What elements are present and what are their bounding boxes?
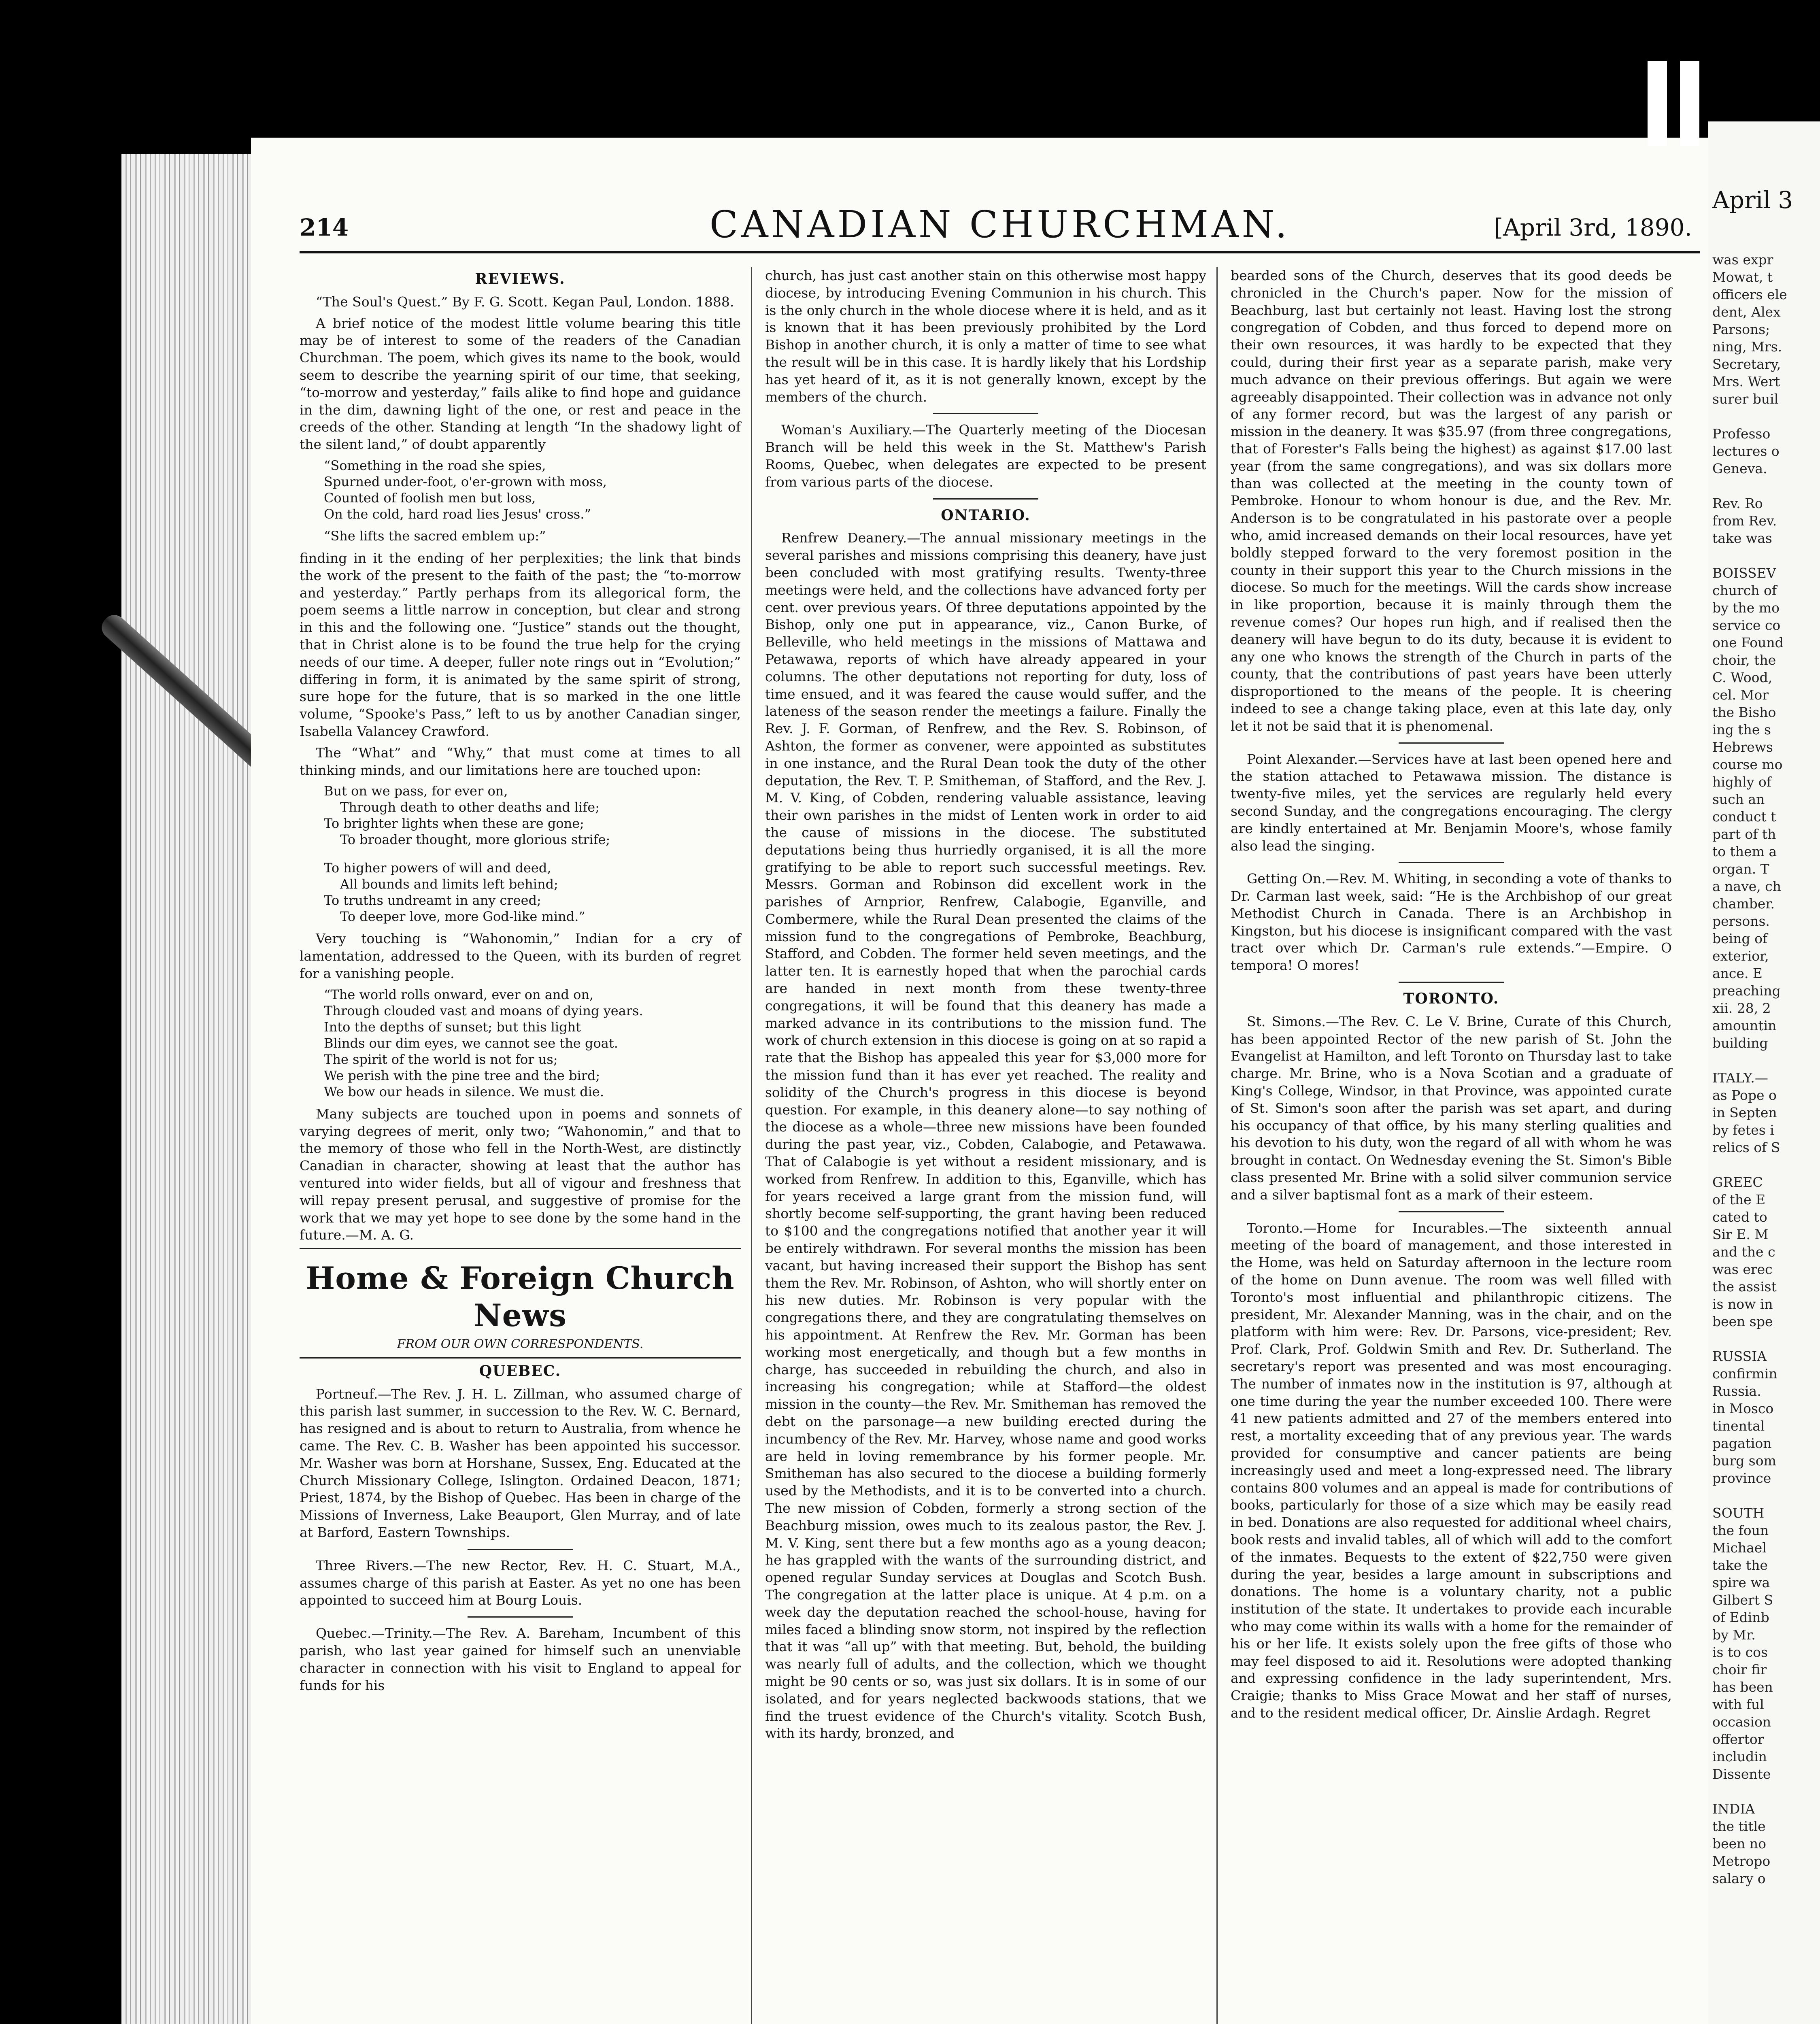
facing-page-line [1712,408,1820,425]
facing-page-line: conduct t [1712,809,1776,825]
verse-line: Through death to other deaths and life; [340,799,600,815]
news-paragraph: Quebec.—Trinity.—The Rev. A. Bareham, Incumbent of this parish, who last year gained for himself such an unenviable character in connection with his visit to England to appeal for funds for his [300,1625,741,1693]
facing-page-line [1712,1783,1820,1800]
facing-page-line: tinental [1712,1418,1765,1434]
verse-line: To broader thought, more glorious strife; [340,832,610,848]
section-rule [300,1357,741,1359]
facing-page-line: highly of [1712,774,1771,790]
registration-bar [1680,61,1699,146]
review-paragraph: Very touching is “Wahonomin,” Indian for a cry of lamentation, addressed to the Queen, with its burden of regret for a vanishing people. [300,931,741,981]
facing-page-line: from Rev. [1712,513,1777,529]
verse-line: “Something in the road she spies, [324,457,546,473]
column-3 [1231,267,1672,1726]
facing-page-line: ance. E [1712,965,1763,981]
newspaper-page [251,138,1708,2024]
facing-page-line: the Bisho [1712,704,1776,720]
facing-page-line: Professo [1712,426,1771,442]
facing-page-line [1712,1330,1820,1348]
facing-page-line: has been [1712,1679,1773,1695]
verse-line: Spurned under-foot, o'er-grown with moss, [324,474,607,489]
facing-page-line: pagation [1712,1435,1772,1451]
facing-page-line [1712,547,1820,564]
paragraph-rule [468,1549,573,1550]
news-paragraph: Point Alexander.—Services have at last been opened here and the station attached to Petawawa mission. The distance is twenty-five miles, yet the services are regularly held every second Sunday, and the congregations encouraging. The clergy are kindly entertained at Mr. Benjamin Moore's, whose family also lead the singing. [1231,751,1672,854]
facing-page-line: dent, Alex [1712,304,1781,320]
quebec-heading: QUEBEC. [479,1362,561,1380]
page-number: 214 [300,214,349,241]
review-paragraph: A brief notice of the modest little volume bearing this title may be of interest to some of the readers of the Canadian Churchman. The poem, which gives its name to the book, would seem to describe the yearning spirit of our time, that seeking, “to-morrow and yesterday,” fails alike to find hope and guidance in the dim, dawning light of the one, or rest and peace in the creeds of the other. Standing at length “In the shadowy light of the silent land,” of doubt apparently [300,315,741,453]
section-rule [300,1248,741,1249]
toronto-heading: TORONTO. [1403,990,1499,1008]
facing-page-line: was erec [1712,1261,1773,1277]
verse-line: Counted of foolish men but loss, [324,490,536,506]
facing-page-line: preaching [1712,983,1781,999]
column-separator [1216,267,1218,2024]
facing-page-line: relics of S [1712,1140,1780,1155]
facing-page-line: take was [1712,530,1772,546]
facing-page-line: choir, the [1712,652,1776,668]
news-section-subtitle: FROM OUR OWN CORRESPONDENTS. [397,1337,644,1352]
facing-page-line: take the [1712,1557,1768,1573]
facing-page-line: Mrs. Wert [1712,374,1780,389]
facing-page-line: with ful [1712,1697,1764,1712]
news-paragraph: Portneuf.—The Rev. J. H. L. Zillman, who assumed charge of this parish last summer, in succession to the Rev. W. C. Bernard, has resigned and is about to return to Australia, from whence he came. The Rev. C. B. Washer has been appointed his successor. Mr. Washer was born at Horshane, Sussex, Eng. Educated at the Church Missionary College, Islington. Ordained Deacon, 1871; Priest, 1874, by the Bishop of Quebec. Has been in charge of the Missions of Inverness, Lake Beauport, Glen Murray, and of late at Barford, Eastern Townships. [300,1386,741,1541]
facing-page-line: RUSSIA [1712,1348,1767,1364]
ontario-heading: ONTARIO. [941,506,1031,524]
facing-page-line: province [1712,1470,1771,1486]
facing-page-line: Metropo [1712,1853,1771,1869]
news-paragraph: Three Rivers.—The new Rector, Rev. H. C. Stuart, M.A., assumes charge of this parish at Easter. As yet no one has been appointed to succeed him at Bourg Louis. [300,1557,741,1608]
facing-page-line: of the E [1712,1192,1766,1208]
facing-page-line: BOISSEV [1712,565,1776,581]
facing-page-line: spire wa [1712,1575,1770,1590]
facing-page-line: to them a [1712,844,1777,859]
facing-page-line: burg som [1712,1453,1776,1469]
facing-page-line: officers ele [1712,287,1787,302]
column-2 [765,267,1206,1746]
facing-page-line: being of [1712,931,1768,946]
verse-line: To higher powers of will and deed, [324,860,551,876]
facing-page-line: in Mosco [1712,1401,1774,1416]
facing-page-line: lectures o [1712,443,1780,459]
paragraph-rule [1399,982,1504,983]
facing-page-line: Russia. [1712,1383,1761,1399]
facing-page-line: Geneva. [1712,461,1767,476]
facing-page-line: part of th [1712,826,1776,842]
registration-bar [1648,61,1667,146]
verse-block [324,457,741,522]
facing-page-line: as Pope o [1712,1087,1777,1103]
facing-page-line: Rev. Ro [1712,495,1763,511]
verse-line: To brighter lights when these are gone; [324,816,584,831]
facing-page-line: one Found [1712,635,1784,651]
review-paragraph: The “What” and “Why,” that must come at times to all thinking minds, and our limitations here are touched upon: [300,744,741,778]
paragraph-rule [1399,862,1504,863]
reviews-heading: REVIEWS. [475,270,566,287]
news-paragraph: Woman's Auxiliary.—The Quarterly meeting of the Diocesan Branch will be held this week in the St. Matthew's Parish Rooms, Quebec, when delegates are expected to be present from various parts of the diocese. [765,422,1206,490]
paragraph-rule [1399,1211,1504,1212]
facing-page-line: Dissente [1712,1766,1771,1782]
verse-gap [324,848,741,860]
news-paragraph: church, has just cast another stain on this otherwise most happy diocese, by introducing Evening Communion in his church. This is the only church in the whole diocese where it is held, and as it is known that it has been previously prohibited by the Lord Bishop in another church, it is only a matter of time to see what the result will be in this case. It is hardly likely that his Lordship has yet heard of it, as it is not generally known, except by the members of the church. [765,268,1206,405]
facing-page-line: Hebrews [1712,739,1773,755]
facing-page-line: such an [1712,791,1765,807]
facing-page-line: of Edinb [1712,1609,1769,1625]
facing-page-line: by the mo [1712,600,1780,616]
verse-block [324,986,741,1100]
paragraph-rule [468,1616,573,1618]
news-paragraph: bearded sons of the Church, deserves that its good deeds be chronicled in the Church's paper. Now for the mission of Beachburg, last but certainly not least. Having lost the strong congregation of Cobden, and thus forced to depend more on their own resources, it was hardly to be expected that they could, during their first year as a separate parish, make very much advance on their previous offerings. But again we were agreeably disappointed. Their collection was in advance not only of any former record, but was the largest of any parish or mission in the deanery. It was $35.97 (from three congregations, that of Forester's Falls being the highest) as against $17.00 last year (from the same congregations), and was six dollars more than was collected at the meeting in the county town of Pembroke. Honour to whom honour is due, and the Rev. Mr. Anderson is to be congratulated in his pastorate over a people who, amid increased demands on their local resources, have yet boldly stepped forward to the very foremost position in the county in their support this year to the Church missions in the diocese. So much for the meetings. Will the cards show increase in like proportion, because it is mainly through them the revenue comes? Our hopes run high, and if realised then the deanery will have begun to do its duty, because it is evident to any one who knows the strength of the Church in parts of the county, that the contributions of past years have been utterly disproportioned to the means of the people. It is cheering indeed to see a change taking place, even at this late day, only let it not be said that it is phenomenal. [1231,268,1672,734]
review-intro: “The Soul's Quest.” By F. G. Scott. Kegan Paul, London. 1888. [316,293,734,310]
facing-page-line: is now in [1712,1296,1773,1312]
paragraph-rule [933,413,1038,414]
verse-line: The spirit of the world is not for us; [324,1051,558,1067]
book-page-edges [121,154,259,2024]
facing-page-line: xii. 28, 2 [1712,1000,1771,1016]
facing-page-line: INDIA [1712,1801,1755,1817]
facing-page-line: salary o [1712,1871,1766,1886]
facing-page-header: April 3 [1712,186,1793,214]
facing-page-line: been no [1712,1836,1767,1852]
facing-page-line: GREEC [1712,1174,1763,1190]
facing-page-line: ITALY.— [1712,1070,1768,1086]
facing-page-line: amountin [1712,1018,1777,1033]
facing-page-line: Parsons; [1712,321,1770,337]
facing-page-line: chamber. [1712,896,1775,912]
issue-date: [April 3rd, 1890. [1494,214,1692,241]
facing-page-line: been spe [1712,1314,1773,1329]
facing-page-line: persons. [1712,913,1770,929]
journal-title: CANADIAN CHURCHMAN. [709,203,1291,246]
facing-page-line: and the c [1712,1244,1775,1260]
facing-page-line: the foun [1712,1522,1769,1538]
facing-page-line: Mowat, t [1712,269,1773,285]
facing-page-line: organ. T [1712,861,1769,877]
facing-page-line: occasion [1712,1714,1771,1730]
facing-page-line: Sir E. M [1712,1227,1769,1242]
facing-page-line: was expr [1712,252,1773,268]
news-section-title: Home & Foreign Church News [306,1260,735,1334]
verse-line: To deeper love, more God-like mind.” [340,909,585,925]
verse-line: On the cold, hard road lies Jesus' cross.” [324,506,591,522]
verse-line: Into the depths of sunset; but this light [324,1019,581,1035]
masthead [300,186,1700,253]
verse-line: We bow our heads in silence. We must die. [324,1084,604,1099]
facing-page-line: by Mr. [1712,1627,1756,1643]
facing-page-line: is to cos [1712,1644,1768,1660]
news-paragraph: Toronto.—Home for Incurables.—The sixteenth annual meeting of the board of management, and those interested in the Home, was held on Saturday afternoon in the lecture room of the home on Dunn avenue. The room was well filled with Toronto's most influential and philanthropic citizens. The president, Mr. Alexander Manning, was in the chair, and on the platform with him were: Rev. Dr. Parsons, vice-president; Rev. Prof. Clark, Prof. Goldwin Smith and Rev. Dr. Sutherland. The secretary's report was presented and was most encouraging. The number of inmates now in the institution is 97, although at one time during the year the number exceeded 100. There were 41 new patients admitted and 27 of the members entered into rest, a mortality exceeding that of any previous year. The wards provided for consumptive and cancer patients are being increasingly used and meet a long-expressed need. The library contains 800 volumes and an appeal is made for contributions of books, particularly for those of a size which may be easily read in bed. Donations are also requested for additional wheel chairs, book rests and invalid tables, all of which will add to the comfort of the inmates. Bequests to the extent of $22,750 were given during the year, besides a large amount in subscriptions and donations. The home is a voluntary charity, not a public institution of the state. It undertakes to provide each incurable who may come within its walls with a home for the remainder of his or her life. It exists solely upon the free gifts of those who may feel disposed to aid it. Resolutions were adopted thanking and expressing confidence in the lady superintendent, Mrs. Craigie; thanks to Miss Grace Mowat and her staff of nurses, and to the resident medical officer, Dr. Ainslie Ardagh. Regret [1231,1220,1672,1721]
review-paragraph: Many subjects are touched upon in poems and sonnets of varying degrees of merit, only two; “Wahonomin,” and that to the memory of those who fell in the North-West, are distinctly Canadian in character, showing at least that the author has ventured into wider fields, but all of vigour and freshness that will repay present perusal, and suggestive of promise for the work that we may yet hope to see done by the some hand in the future.—M. A. G. [300,1106,741,1243]
verse-line: All bounds and limits left behind; [340,876,558,892]
facing-page-line: Michael [1712,1540,1767,1556]
facing-page-line: by fetes i [1712,1122,1774,1138]
facing-page-line: ing the s [1712,722,1771,738]
news-paragraph: St. Simons.—The Rev. C. Le V. Brine, Curate of this Church, has been appointed Rector of the new parish of St. John the Evangelist at Hamilton, and left Toronto on Thursday last to take charge. Mr. Brine, who is a Nova Scotian and a graduate of King's College, Windsor, in that Province, was appointed curate of St. Simon's soon after the parish was set apart, and during his occupancy of that office, by his many sterling qualities and his devotion to his duty, won the regard of all with whom he was brought in contact. On Wednesday evening the St. Simon's Bible class presented Mr. Brine with a solid silver communion service and a silver baptismal font as a mark of their esteem. [1231,1013,1672,1203]
facing-page-line: exterior, [1712,948,1769,964]
facing-page-line [1712,1487,1820,1504]
column-1 [300,267,741,1698]
facing-page-text [1708,121,1820,1887]
verse-line: But on we pass, for ever on, [324,783,508,799]
facing-page-line: in Septen [1712,1105,1777,1120]
facing-page-line: ning, Mrs. [1712,339,1782,355]
paragraph-rule [1399,742,1504,744]
verse-line: We perish with the pine tree and the bird; [324,1067,600,1083]
facing-page-line: course mo [1712,757,1783,772]
facing-page-line: the assist [1712,1279,1777,1295]
facing-page-line: Gilbert S [1712,1592,1773,1608]
facing-page-line: a nave, ch [1712,878,1781,894]
facing-page-line [1712,1052,1820,1069]
facing-page-line: choir fir [1712,1662,1767,1677]
facing-page-line: surer buil [1712,391,1779,407]
verse-line: “The world rolls onward, ever on and on, [324,986,594,1002]
verse-block [324,528,741,544]
facing-page-fragment [1708,121,1820,2024]
verse-line: Blinds our dim eyes, we cannot see the goat. [324,1035,618,1051]
verse-line: To truths undreamt in any creed; [324,893,541,908]
facing-page-line: the title [1712,1818,1766,1834]
review-paragraph: finding in it the ending of her perplexities; the link that binds the work of the present to the faith of the past; the “to-morrow and yesterday.” Partly perhaps from its allegorical form, the poem seems a little narrow in conception, but clear and strong in this and the following one. “Justice” stands out the thought, that in Christ alone is to be found the true help for the crying needs of our time. A deeper, fuller note rings out in “Evolution;” differing in form, it is animated by the same spirit of strong, sure hope for the future, that is so marked in the one little volume, “Spooke's Pass,” left to us by another Canadian singer, Isabella Valancey Crawford. [300,550,741,739]
verse-line: Through clouded vast and moans of dying years. [324,1003,643,1018]
facing-page-line [1712,477,1820,495]
facing-page-line: includin [1712,1749,1767,1765]
paragraph-rule [933,498,1038,500]
facing-page-line: confirmin [1712,1366,1777,1382]
news-paragraph: Renfrew Deanery.—The annual missionary meetings in the several parishes and missions comprising this deanery, have just been concluded with most gratifying results. Twenty-three meetings were held, and the collections have advanced forty per cent. over previous years. Of three deputations appointed by the Bishop, only one put in appearance, viz., Canon Burke, of Belleville, who held meetings in the missions of Mattawa and Petawawa, reports of which have already appeared in your columns. The other deputations not reporting for duty, loss of time ensued, and it was feared the cause would suffer, and the lateness of the season render the meetings a failure. Finally the Rev. J. F. Gorman, of Renfrew, and the Rev. S. Robinson, of Ashton, the former as convener, were appointed as substitutes in one instance, and the Rural Dean took the duty of the other deputation, the Rev. T. P. Smitheman, of Stafford, and the Rev. J. M. V. King, of Cobden, rendering valuable assistance, leaving their own parishes in the midst of Lenten work in order to aid the cause of missions in the diocese. The substituted deputations being thus hurriedly organised, it is all the more gratifying to be able to report such successful meetings. Rev. Messrs. Gorman and Robinson did excellent work in the parishes of Arnprior, Renfrew, Calabogie, Eganville, and Combermere, while the Rural Dean presented the claims of the mission fund to the congregations of Pembroke, Beachburg, Stafford, and Cobden. The former held seven meetings, and the latter ten. It is earnestly hoped that when the parochial cards are handed in next month from these twenty-three congregations, it will be found that this deanery has made a marked advance in its contributions to the mission fund. The work of church extension in this diocese is going on at so rapid a rate that the Bishop has appealed this year for $3,000 more for the mission fund than it has ever yet reached. The reality and solidity of the Church's progress in this diocese is beyond question. For example, in this deanery alone—to say nothing of the diocese as a whole—three new missions have been founded during the past year, viz., Cobden, Calabogie, and Petawawa. That of Calabogie is yet without a resident missionary, and is worked from Renfrew. In addition to this, Eganville, which has for years received a large grant from the mission fund, will shortly become self-supporting, the grant having been reduced to $100 and the congregations notified that another year it will be entirely withdrawn. For several months the mission has been vacant, but having increased their support the Bishop has sent them the Rev. Mr. Robinson, of Ashton, who will shortly enter on his new duties. Mr. Robinson is very popular with the congregations there, and they are congratulating themselves on his appointment. At Renfrew the Rev. Mr. Gorman has been working most energetically, and though but a few months in charge, has succeeded in rebuilding the church, and also in increasing his congregation; while at Stafford—the oldest mission in the county—the Rev. Mr. Smitheman has removed the debt on the parsonage—a new building erected during the incumbency of the Rev. Mr. Harvey, whose name and good works are held in loving remembrance by his former people. Mr. Smitheman has also secured to the diocese a building formerly used by the Methodists, and it is to be converted into a church. The new mission of Cobden, formerly a strong section of the Beachburg mission, owes much to its zealous pastor, the Rev. J. M. V. King, sent there but a few months ago as a young deacon; he has grappled with the wants of the surrounding district, and opened regular Sunday services at Douglas and Scotch Bush. The congregation at the latter place is unique. At 4 p.m. on a week day the deputation reached the school-house, having for miles faced a blinding snow storm, not inspired by the reflection that it was “all up” with that meeting. But, behold, the building was nearly full of adults, and the collection, which we thought might be 90 cents or so, was just six dollars. It is in some of our isolated, and for years neglected backwoods stations, that we find the truest evidence of the Church's vitality. Scotch Bush, with its hardy, bronzed, and [765,530,1206,1741]
column-separator [751,267,752,2024]
facing-page-line: C. Wood, [1712,670,1773,685]
news-paragraph: Getting On.—Rev. M. Whiting, in seconding a vote of thanks to Dr. Carman last week, said: “He is the Archbishop of our great Methodist Church in Canada. There is an Archbishop in Kingston, but his diocese is insignificant compared with the vast tract over which Dr. Carman's rule extends.”—Empire. O tempora! O mores! [1231,871,1672,974]
facing-page-line: Secretary, [1712,356,1781,372]
facing-page-line: cated to [1712,1209,1767,1225]
facing-page-line: building [1712,1035,1768,1051]
facing-page-line: cel. Mor [1712,687,1769,703]
verse-block [324,783,741,925]
facing-page-line: offertor [1712,1731,1764,1747]
facing-page-line: church of [1712,583,1777,598]
facing-page-line: service co [1712,617,1781,633]
facing-page-line: SOUTH [1712,1505,1765,1521]
facing-page-line [1712,1156,1820,1174]
verse-line: “She lifts the sacred emblem up:” [324,528,546,544]
